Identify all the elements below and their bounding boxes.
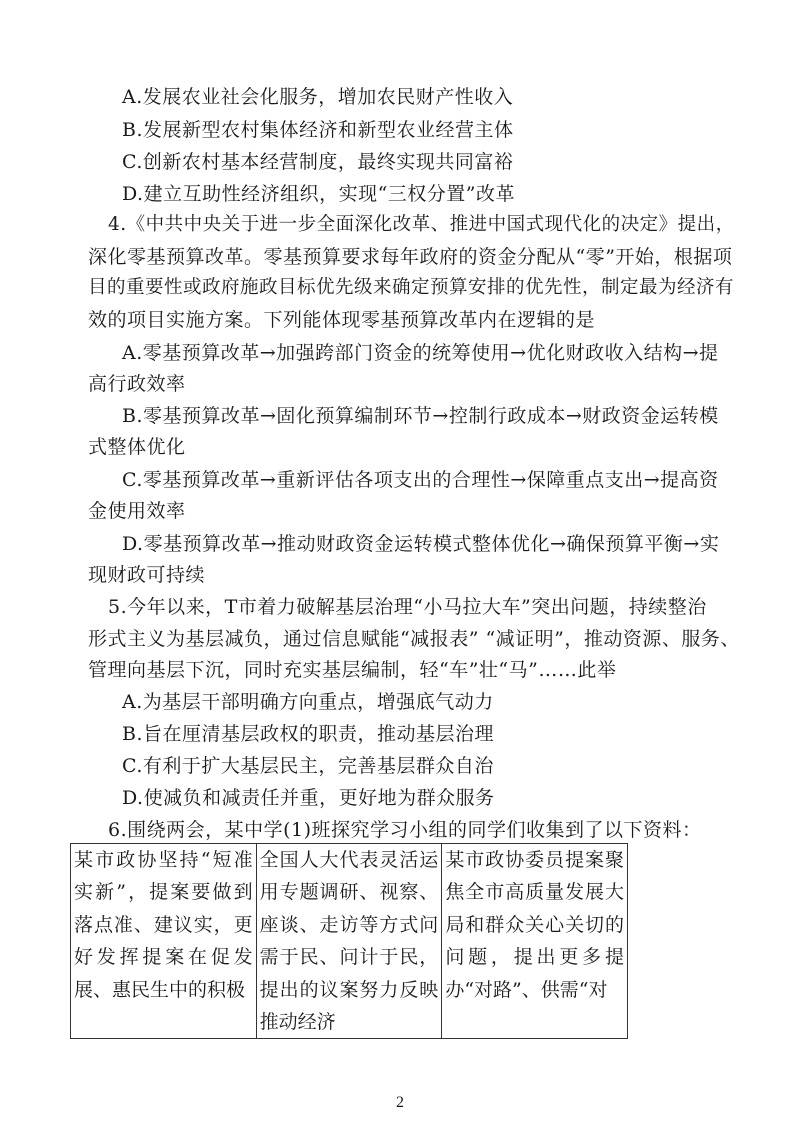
q4-option-d-line-2: 现财政可持续	[88, 564, 206, 586]
q3-option-d: D.建立互助性经济组织，实现“三权分置”改革	[122, 183, 516, 205]
q6-material-table	[70, 843, 628, 1039]
q5-option-b: B.旨在厘清基层政权的职责，推动基层治理	[122, 723, 495, 745]
q4-stem-line-1: 4.《中共中央关于进一步全面深化改革、推进中国式现代化的决定》提出，	[108, 214, 735, 235]
q4-option-a-line-1: A.零基预算改革→加强跨部门资金的统筹使用→优化财政收入结构→提	[122, 342, 719, 364]
q4-stem-line-3: 目的重要性或政府施政目标优先级来确定预算安排的优先性，制定最为经济有	[88, 277, 735, 298]
material-cell-1: 某市政协坚持“短准实新”，提案要做到落点准、建议实，更好发挥提案在促发展、惠民生中的积极	[71, 844, 257, 1039]
q4-option-d-line-1: D.零基预算改革→推动财政资金运转模式整体优化→确保预算平衡→实	[122, 533, 720, 555]
q5-stem-line-3: 管理向基层下沉，同时充实基层编制，轻“车”壮“马”……此举	[88, 659, 617, 681]
page-number: 2	[396, 1094, 404, 1111]
q5-option-d: D.使减负和减责任并重，更好地为群众服务	[122, 787, 495, 809]
q3-option-a: A.发展农业社会化服务，增加农民财产性收入	[122, 86, 514, 108]
q3-option-b: B.发展新型农村集体经济和新型农业经营主体	[122, 119, 514, 141]
material-cell-3: 某市政协委员提案聚焦全市高质量发展大局和群众关心关切的问题，提出更多提办“对路”、供需“对	[442, 844, 628, 1039]
q4-option-b-line-1: B.零基预算改革→固化预算编制环节→控制行政成本→财政资金运转模	[122, 405, 719, 427]
q4-option-a-line-2: 高行政效率	[88, 373, 186, 395]
q4-stem-line-2: 深化零基预算改革。零基预算要求每年政府的资金分配从“零”开始，根据项	[88, 246, 733, 268]
q5-option-a: A.为基层干部明确方向重点，增强底气动力	[122, 691, 494, 713]
q4-stem-line-4: 效的项目实施方案。下列能体现零基预算改革内在逻辑的是	[88, 309, 596, 331]
material-cell-2: 全国人大代表灵活运用专题调研、视察、座谈、走访等方式问需于民、问计于民，提出的议案努力反映推动经济	[256, 844, 442, 1039]
q4-option-c-line-2: 金使用效率	[88, 500, 186, 522]
q5-option-c: C.有利于扩大基层民主，完善基层群众自治	[122, 755, 494, 777]
q3-option-c: C.创新农村基本经营制度，最终实现共同富裕	[122, 151, 514, 173]
q6-stem: 6.围绕两会，某中学(1)班探究学习小组的同学们收集到了以下资料：	[108, 819, 702, 841]
table-row	[71, 844, 628, 1039]
q4-option-b-line-2: 式整体优化	[88, 436, 186, 458]
q4-option-c-line-1: C.零基预算改革→重新评估各项支出的合理性→保障重点支出→提高资	[122, 469, 719, 491]
q5-stem-line-1: 5.今年以来，T市着力破解基层治理“小马拉大车”突出问题，持续整治	[108, 596, 707, 618]
q5-stem-line-2: 形式主义为基层减负，通过信息赋能“减报表” “减证明”，推动资源、服务、	[88, 628, 740, 650]
